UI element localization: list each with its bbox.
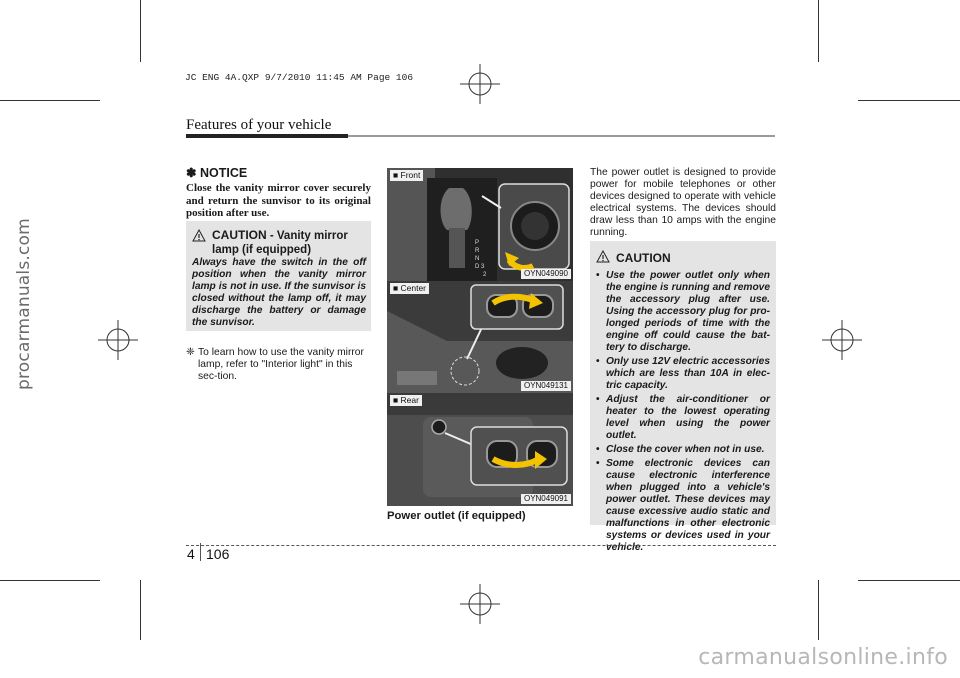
photo-front-outlet xyxy=(387,168,573,281)
caution-item: • Adjust the air-conditioner or heater to the lowest operating level when using the power outlet. xyxy=(596,394,770,442)
job-info-line: JC ENG 4A.QXP 9/7/2010 11:45 AM Page 106 xyxy=(185,72,414,83)
crop-mark xyxy=(140,0,141,62)
caution-item: • Only use 12V electric accessories which are less than 10A in elec-tric capacity. xyxy=(596,356,770,392)
tip-line1: To learn how to use the vanity mirror xyxy=(198,347,364,358)
svg-text:R: R xyxy=(475,248,480,254)
notice-symbol: ✽ xyxy=(186,166,197,180)
caution-subtitle-line2: lamp (if equipped) xyxy=(212,244,312,256)
tip-rest: lamp, refer to "Interior light" in this sec-tion. xyxy=(198,359,353,382)
registration-mark-icon xyxy=(98,320,138,360)
registration-mark-icon xyxy=(460,64,500,104)
power-outlet-intro: The power outlet is designed to provide power for mobile telephones or other devices designed to operate with vehicle electrical systems. The devices should draw less than 10 amps with the engine running. xyxy=(590,167,776,238)
photo-center-outlet xyxy=(387,281,573,393)
warning-triangle-icon xyxy=(596,250,610,268)
notice-heading xyxy=(186,165,247,180)
footer-rule xyxy=(186,545,776,546)
notice-title: NOTICE xyxy=(199,166,248,180)
tip-note xyxy=(186,347,374,383)
crop-mark xyxy=(858,580,960,581)
crop-mark xyxy=(818,580,819,640)
crop-mark xyxy=(0,100,100,101)
notice-body: Close the vanity mirror cover securely and return the sunvisor to its original position after use. xyxy=(186,182,371,219)
page-number: 106 xyxy=(206,546,230,562)
photo-label: ■ Center xyxy=(390,283,429,294)
caution-title: CAUTION xyxy=(616,251,671,265)
registration-mark-icon xyxy=(822,320,862,360)
photo-code: OYN049131 xyxy=(521,381,571,391)
photo-code: OYN049091 xyxy=(521,494,571,504)
caution-body: Always have the switch in the off position when the vanity mirror lamp is not in use. If the sunvisor is closed without the lamp off, it may discharge the battery or damage the sunvisor. xyxy=(192,257,366,328)
svg-text:D 3: D 3 xyxy=(475,264,485,270)
photo-label: ■ Rear xyxy=(390,395,422,406)
tip-mark: ❈ xyxy=(186,347,195,358)
figure-caption: Power outlet (if equipped) xyxy=(387,510,526,522)
side-watermark: procarmanuals.com xyxy=(14,218,34,390)
caution-box-vanity xyxy=(186,221,371,331)
warning-triangle-icon xyxy=(192,229,206,247)
page-header-title: Features of your vehicle xyxy=(186,117,332,133)
photo-rear-outlet xyxy=(387,393,573,506)
svg-text:N: N xyxy=(475,256,480,262)
crop-mark xyxy=(0,580,100,581)
registration-mark-icon xyxy=(460,584,500,624)
crop-mark xyxy=(858,100,960,101)
caution-item: • Use the power outlet only when the engine is running and remove the accessory plug after use. Using the accessory plug for pro-longed periods of time with the engine off could cause the bat-tery to discharge. xyxy=(596,270,770,354)
header-rule xyxy=(348,135,775,137)
svg-text:2: 2 xyxy=(483,272,487,278)
caution-item: • Close the cover when not in use. xyxy=(596,444,770,456)
caution-item: • Some electronic devices can cause electronic interference when plugged into a vehicle's power outlet. These devices may cause excessive audio static and malfunctions in other electronic systems or devices used in your vehicle. xyxy=(596,458,770,554)
chapter-number: 4 xyxy=(187,546,195,562)
crop-mark xyxy=(818,0,819,62)
caution-box-power-outlet xyxy=(590,241,776,553)
photo-code: OYN049090 xyxy=(521,269,571,279)
crop-mark xyxy=(140,580,141,640)
caution-title-text: CAUTION xyxy=(212,228,267,242)
svg-text:P: P xyxy=(475,240,480,246)
photo-label: ■ Front xyxy=(390,170,423,181)
caution-title xyxy=(212,229,367,257)
caution-subtitle: - Vanity mirror xyxy=(266,230,348,242)
bottom-watermark: carmanualsonline.info xyxy=(698,645,948,670)
caution-list xyxy=(596,270,770,556)
header-rule xyxy=(186,134,348,138)
footer-separator xyxy=(200,543,201,561)
